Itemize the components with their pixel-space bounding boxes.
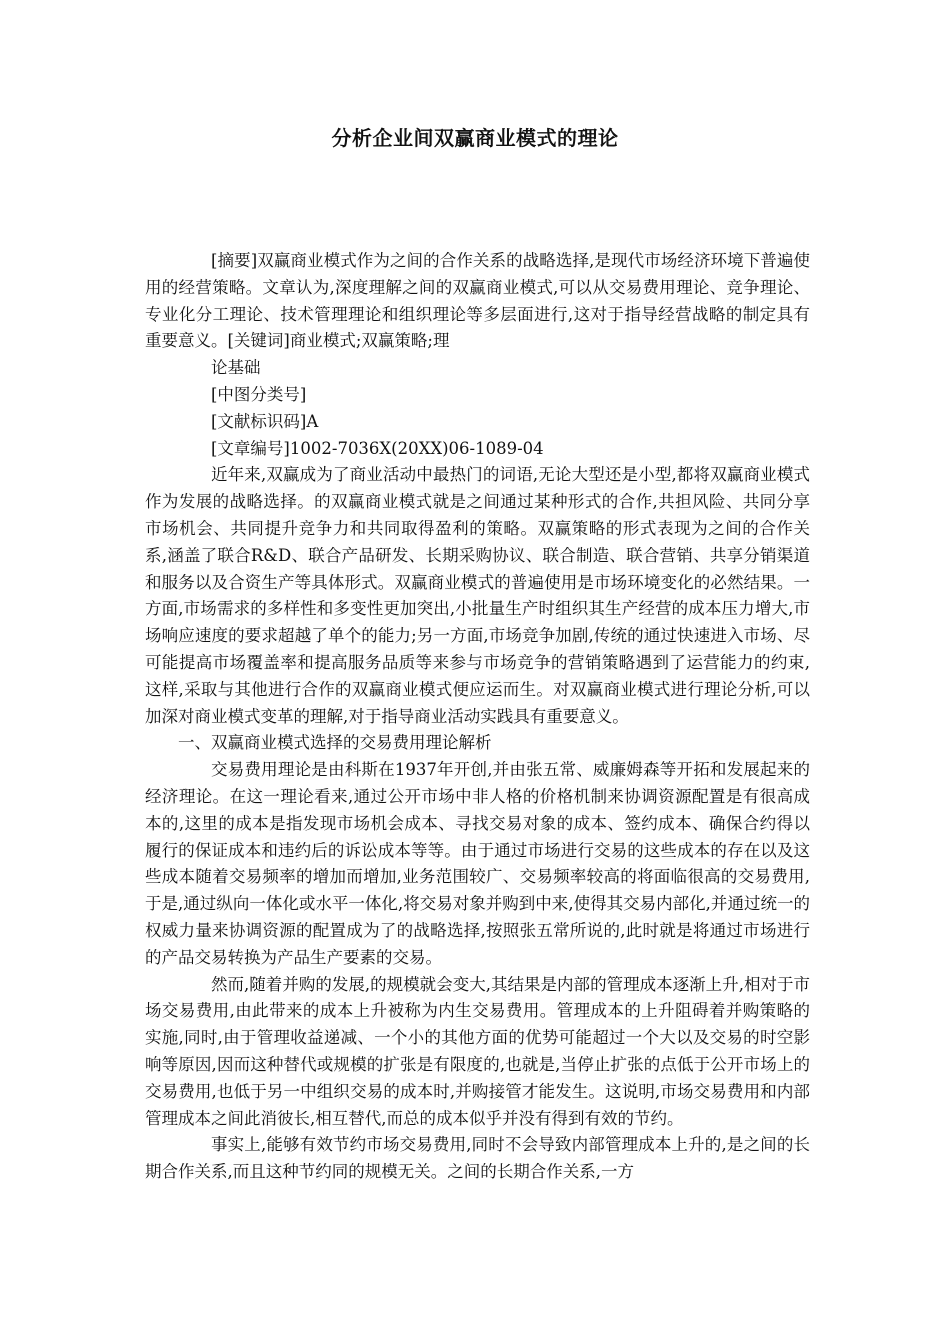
section-paragraph: 交易费用理论是由科斯在1937年开创,并由张五常、威廉姆森等开拓和发展起来的经济理论。在这一理论看来,通过公开市场中非人格的价格机制来协调资源配置是有很高成本的,这里的成本是指发现市场机会成本、寻找交易对象的成本、签约成本、确保合约得以履行的保证成本和违约后的诉讼成本等等。由于通过市场进行交易的这些成本的存在以及这些成本随着交易频率的增加而增加,业务范围较广、交易频率较高的将面临很高的交易费用,于是,通过纵向一体化或水平一体化,将交易对象并购到中来,使得其交易内部化,并通过统一的权威力量来协调资源的配置成为了的战略选择,按照张五常所说的,此时就是将通过市场进行的产品交易转换为产品生产要素的交易。	[145, 760, 810, 967]
section-paragraph: 事实上,能够有效节约市场交易费用,同时不会导致内部管理成本上升的,是之间的长期合作关系,而且这种节约同的规模无关。之间的长期合作关系,一方	[145, 1135, 810, 1182]
section-heading: 一、双赢商业模式选择的交易费用理论解析	[178, 733, 492, 753]
abstract-paragraph: [摘要]双赢商业模式作为之间的合作关系的战略选择,是现代市场经济环境下普遍使用的经营策略。文章认为,深度理解之间的双赢商业模式,可以从交易费用理论、竞争理论、专业化分工理论、技术管理理论和组织理论等多层面进行,这对于指导经营战略的制定具有重要意义。[关键词]商业模式;双赢策略;理	[145, 251, 810, 351]
section-paragraph: 然而,随着并购的发展,的规模就会变大,其结果是内部的管理成本逐渐上升,相对于市场交易费用,由此带来的成本上升被称为内生交易费用。管理成本的上升阻碍着并购策略的实施,同时,由于管理收益递减、一个小的其他方面的优势可能超过一个大以及交易的时空影响等原因,因而这种替代或规模的扩张是有限度的,也就是,当停止扩张的点低于公开市场上的交易费用,也低于另一中组织交易的成本时,并购接管才能发生。这说明,市场交易费用和内部管理成本之间此消彼长,相互替代,而总的成本似乎并没有得到有效的节约。	[145, 974, 810, 1128]
intro-paragraph: 近年来,双赢成为了商业活动中最热门的词语,无论大型还是小型,都将双赢商业模式作为发展的战略选择。的双赢商业模式就是之间通过某种形式的合作,共担风险、共同分享市场机会、共同提升竞争力和共同取得盈利的策略。双赢策略的形式表现为之间的合作关系,涵盖了联合R&D、联合产品研发、长期采购协议、联合制造、联合营销、共享分销渠道和服务以及合资生产等具体形式。双赢商业模式的普遍使用是市场环境变化的必然结果。一方面,市场需求的多样性和多变性更加突出,小批量生产时组织其生产经营的成本压力增大,市场响应速度的要求超越了单个的能力;另一方面,市场竞争加剧,传统的通过快速进入市场、尽可能提高市场覆盖率和提高服务品质等来参与市场竞争的营销策略遇到了运营能力的约束,这样,采取与其他进行合作的双赢商业模式便应运而生。对双赢商业模式进行理论分析,可以加深对商业模式变革的理解,对于指导商业活动实践具有重要意义。	[145, 465, 810, 726]
document-body	[145, 248, 810, 1186]
document-title: 分析企业间双赢商业模式的理论	[331, 126, 619, 150]
article-number: [文章编号]1002-7036X(20XX)06-1089-04	[211, 438, 544, 458]
classification-number: [中图分类号]	[211, 384, 307, 404]
document-code: [文献标识码]A	[211, 411, 319, 431]
abstract-tail: 论基础	[211, 358, 261, 378]
